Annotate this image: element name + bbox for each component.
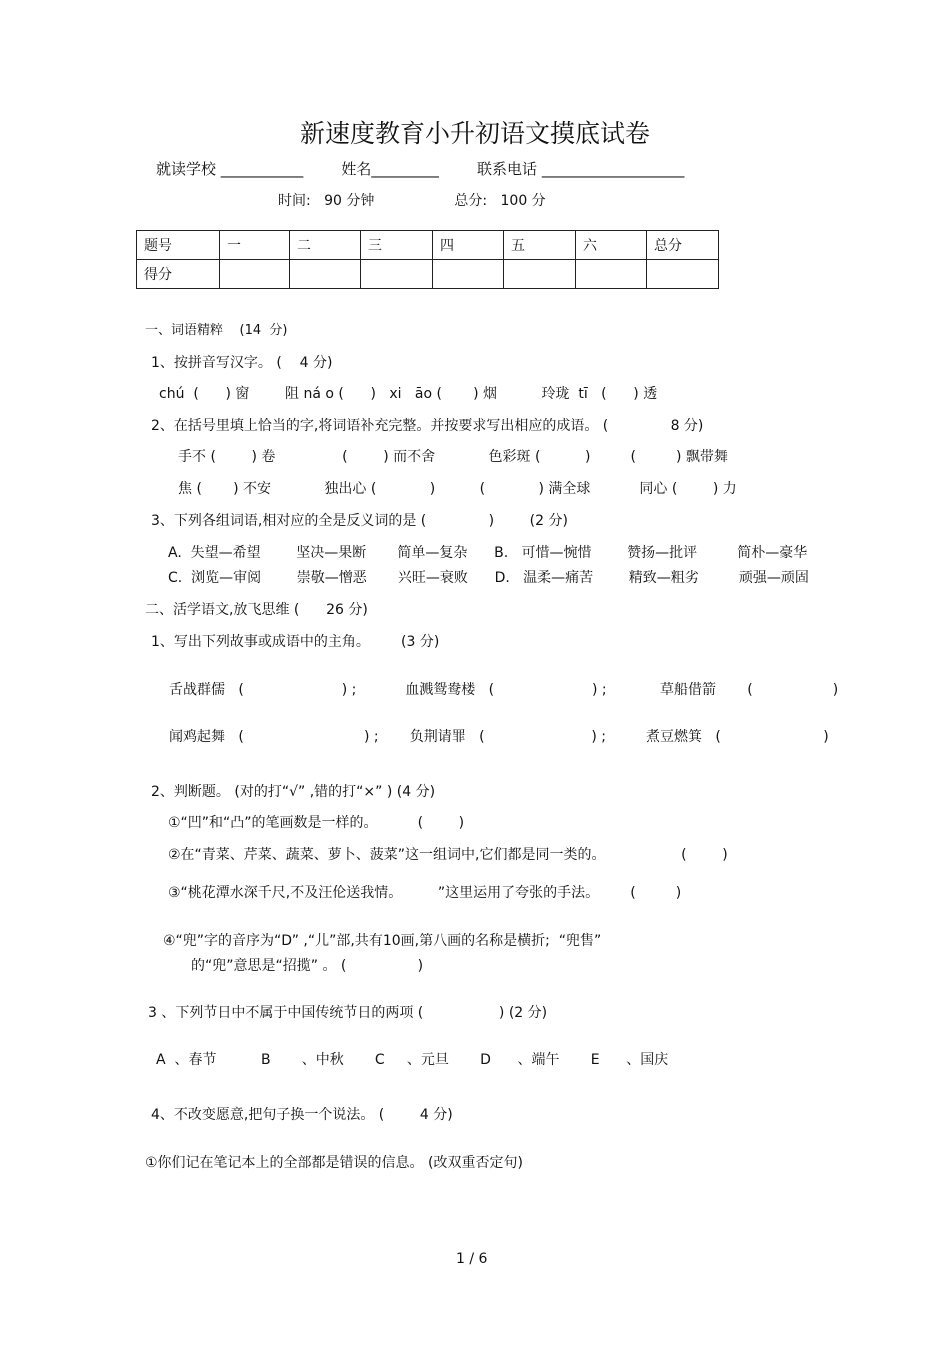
- score-table-header: 六: [576, 231, 647, 260]
- score-table-header: 四: [433, 231, 504, 260]
- s2-q2-text: 2、判断题。 (对的打“√” ,错的打“×” ) (4 分): [151, 784, 436, 800]
- s2-q2-item1: ①“凹”和“凸”的笔画数是一样的。 ( ): [168, 815, 465, 831]
- s1-q2-line2: 焦 ( ) 不安 独出心 ( ) ( ) 满全球 同心 ( ) 力: [178, 481, 737, 497]
- s2-q2-item4-line2: 的“兜”意思是“招揽” 。 ( ): [191, 958, 424, 974]
- s1-q1-pinyin-line: chú ( ) 窗 阻 ná o ( ) xi āo ( ) 烟 玲珑 tī ( ) 透: [159, 386, 658, 402]
- s1-q3-text: 3、下列各组词语,相对应的全是反义词的是 ( ) (2 分): [151, 513, 568, 529]
- student-info-line: 就读学校 ___________ 姓名_________ 联系电话 ___________________: [156, 160, 685, 178]
- score-table-score-row: [137, 260, 719, 289]
- s2-q1-line1: 舌战群儒 ( ) ; 血溅鸳鸯楼 ( ) ; 草船借箭 ( ): [169, 682, 839, 698]
- s1-q1-text: 1、按拼音写汉字。 ( 4 分): [151, 355, 333, 371]
- s1-q3-options-line2: C. 浏览—审阅 崇敬—憎恶 兴旺—衰败 D. 温柔—痛苦 精致—粗劣 顽强—顽固: [168, 570, 809, 586]
- score-cell: [361, 260, 433, 289]
- s2-q4-text: 4、不改变愿意,把句子换一个说法。 ( 4 分): [151, 1107, 453, 1123]
- page-number: 1 / 6: [456, 1251, 488, 1267]
- s2-q3-options: A 、春节 B 、中秋 C 、元旦 D 、端午 E 、国庆: [156, 1052, 669, 1068]
- score-table-header: 三: [361, 231, 433, 260]
- score-table-header: 总分: [647, 231, 719, 260]
- score-table-header-row: [137, 231, 719, 260]
- time-score-line: 时间: 90 分钟 总分: 100 分: [278, 193, 546, 209]
- s2-q1-text: 1、写出下列故事或成语中的主角。 (3 分): [151, 634, 440, 650]
- section1-heading: 一、词语精粹 (14 分): [145, 323, 288, 338]
- score-table-header: 二: [290, 231, 361, 260]
- s2-q2-item3: ③“桃花潭水深千尺,不及汪伦送我情。 ”这里运用了夸张的手法。 ( ): [168, 885, 682, 901]
- section2-heading: 二、活学语文,放飞思维 ( 26 分): [145, 602, 368, 618]
- score-row-label: 得分: [137, 260, 220, 289]
- exam-title: 新速度教育小升初语文摸底试卷: [299, 119, 650, 148]
- s2-q4-item1: ①你们记在笔记本上的全部都是错误的信息。 (改双重否定句): [145, 1155, 523, 1171]
- s2-q2-item4-line1: ④“兜”字的音序为“D” ,“儿”部,共有10画,第八画的名称是横折; “兜售”: [163, 933, 602, 949]
- score-table: [136, 230, 719, 289]
- score-table-header: 一: [220, 231, 290, 260]
- s2-q1-line2: 闻鸡起舞 ( ) ; 负荆请罪 ( ) ; 煮豆燃箕 ( ): [169, 729, 829, 745]
- s2-q2-item2: ②在“青菜、芹菜、蔬菜、萝卜、菠菜”这一组词中,它们都是同一类的。 ( ): [168, 847, 728, 863]
- score-cell: [576, 260, 647, 289]
- score-cell: [290, 260, 361, 289]
- score-cell: [220, 260, 290, 289]
- score-cell: [647, 260, 719, 289]
- score-cell: [433, 260, 504, 289]
- score-table-header: 题号: [137, 231, 220, 260]
- s1-q3-options-line1: A. 失望—希望 坚决—果断 简单—复杂 B. 可惜—惋惜 赞扬—批评 简朴—豪华: [168, 545, 808, 561]
- score-table-header: 五: [504, 231, 576, 260]
- s2-q3-text: 3 、下列节日中不属于中国传统节日的两项 ( ) (2 分): [148, 1005, 548, 1021]
- s1-q2-text: 2、在括号里填上恰当的字,将词语补充完整。并按要求写出相应的成语。 ( 8 分): [151, 418, 704, 434]
- s1-q2-line1: 手不 ( ) 卷 ( ) 而不舍 色彩斑 ( ) ( ) 飘带舞: [178, 449, 728, 465]
- score-cell: [504, 260, 576, 289]
